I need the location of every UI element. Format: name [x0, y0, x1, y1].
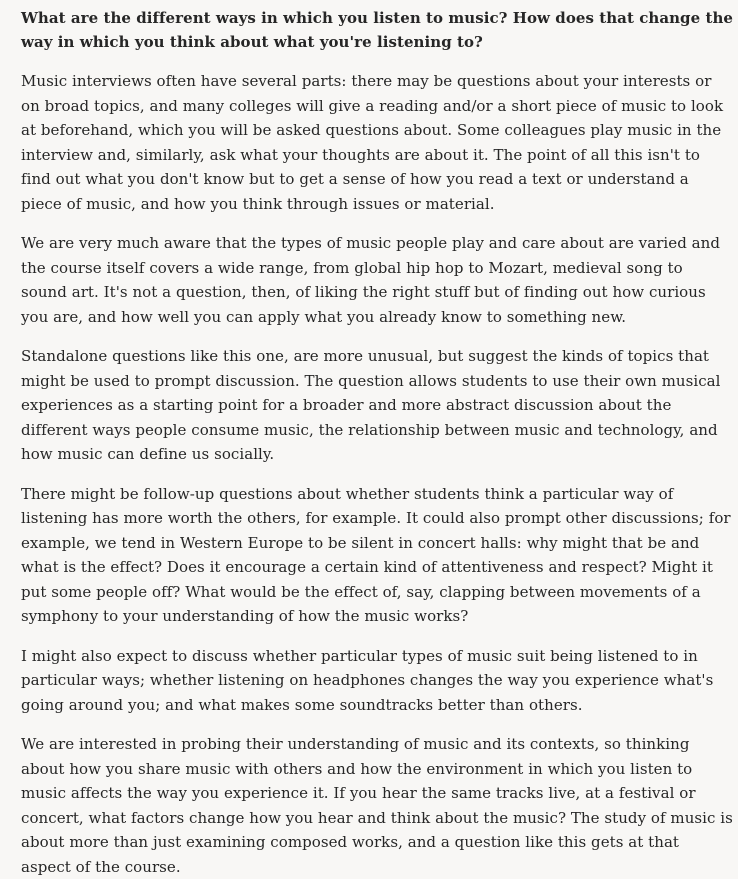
paragraph-listening-ways: I might also expect to discuss whether particular types of music suit being listened to in particular ways; whether listening on headphones changes the way you experience what's going around you; and what makes some soundtracks better than others. — [21, 646, 714, 714]
paragraph-music-variety: We are very much aware that the types of music people play and care about are varied and the course itself covers a wide range, from global hip hop to Mozart, medieval song to sound art. It's not a question, then, of liking the right stuff but of finding out how curious you are, and how well you can apply what you already know to something new. — [21, 234, 721, 326]
paragraph-music-contexts: We are interested in probing their understanding of music and its contexts, so thinking about how you share music with others and how the environment in which you listen to music affects the way you experience it. If you hear the same tracks live, at a festival or concert, what factors change how you hear and think about the music? The study of music is about more than just examining composed works, and a question like this gets at that aspect of the course. — [21, 735, 733, 876]
paragraph-interview-parts: Music interviews often have several parts: there may be questions about your interests or on broad topics, and many colleges will give a reading and/or a short piece of music to look at beforehand, which you will be asked questions about. Some colleagues play music in the interview and, similarly, ask what your thoughts are about it. The point of all this isn't to find out what you don't know but to get a sense of how you read a text or understand a piece of music, and how you think through issues or material. — [21, 72, 724, 213]
paragraph-follow-up-questions: There might be follow-up questions about whether students think a particular way of listening has more worth the others, for example. It could also prompt other discussions; for example, we tend in Western Europe to be silent in concert halls: why might that be and what is the effect? Does it encourage a certain kind of attentiveness and respect? Might it put some people off? What would be the effect of, say, clapping between movements of a symphony to your understanding of how the music works? — [21, 484, 731, 625]
paragraph-standalone-questions: Standalone questions like this one, are more unusual, but suggest the kinds of topics that might be used to prompt discussion. The question allows students to use their own musical experiences as a starting point for a broader and more abstract discussion about the different ways people consume music, the relationship between music and technology, and how music can define us socially. — [21, 347, 721, 463]
interview-question-heading: What are the different ways in which you listen to music? How does that change the way in which you think about what you're listening to? — [21, 9, 733, 51]
